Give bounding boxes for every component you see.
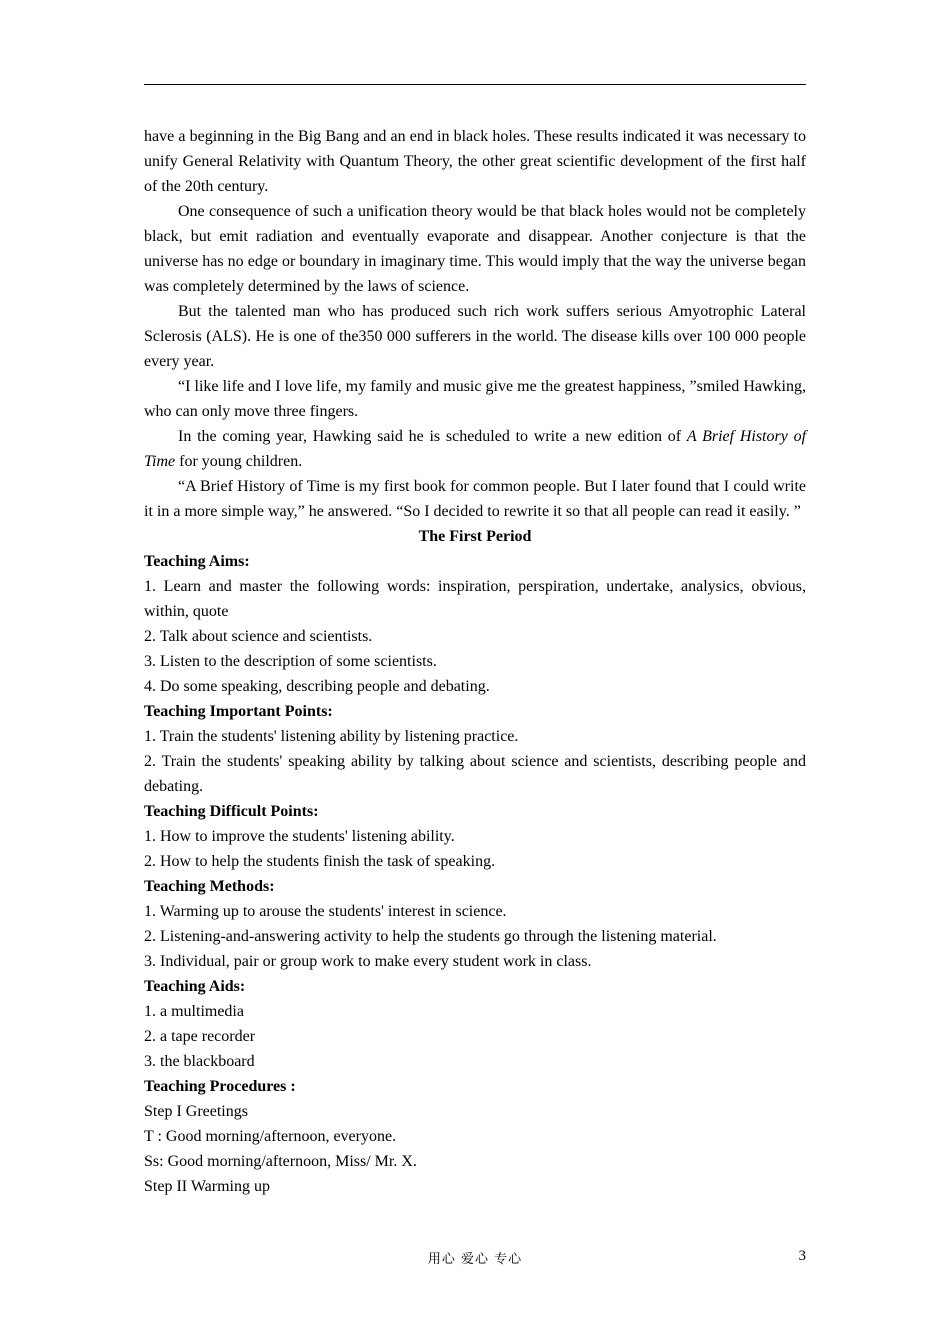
- paragraph-2: One consequence of such a unification theory would be that black holes would not be completely black, but emit radiation and eventually evaporate and disappear. Another conjecture is that the universe has no edge or boundary in imaginary time. This would imply that the way the universe began was completely determined by the laws of science.: [144, 203, 806, 295]
- important-heading: Teaching Important Points:: [144, 703, 333, 720]
- period-title: The First Period: [418, 528, 532, 545]
- paragraph-4: “I like life and I love life, my family and music give me the greatest happiness, ”smiled Hawking, who can only move three fingers.: [144, 378, 806, 420]
- aims-heading: Teaching Aims:: [144, 553, 250, 570]
- methods-heading: Teaching Methods:: [144, 878, 275, 895]
- procedures-item: Ss: Good morning/afternoon, Miss/ Mr. X.: [144, 1153, 417, 1170]
- methods-item: 1. Warming up to arouse the students' interest in science.: [144, 903, 507, 920]
- paragraph-1: have a beginning in the Big Bang and an end in black holes. These results indicated it was necessary to unify General Relativity with Quantum Theory, the other great scientific development of the first half of the 20th century.: [144, 128, 806, 195]
- aids-heading: Teaching Aids:: [144, 978, 246, 995]
- methods-item: 3. Individual, pair or group work to make every student work in class.: [144, 953, 592, 970]
- methods-item: 2. Listening-and-answering activity to help the students go through the listening material.: [144, 928, 717, 945]
- difficult-item: 2. How to help the students finish the task of speaking.: [144, 853, 496, 870]
- important-item: 2. Train the students' speaking ability by talking about science and scientists, describing people and debating.: [144, 753, 806, 795]
- page-number: 3: [798, 1248, 806, 1264]
- footer-motto: 用心 爱心 专心: [427, 1252, 523, 1267]
- book-title: A Brief History of Time: [144, 428, 807, 470]
- paragraph-5-text-end: for young children.: [175, 453, 303, 470]
- paragraph-6: “A Brief History of Time is my first book for common people. But I later found that I could write it in a more simple way,” he answered. “So I decided to rewrite it so that all people can read it easily. ”: [144, 478, 806, 520]
- aims-item: 1. Learn and master the following words: inspiration, perspiration, undertake, analysics, obvious, within, quote: [144, 578, 806, 620]
- paragraph-3: But the talented man who has produced such rich work suffers serious Amyotrophic Lateral Sclerosis (ALS). He is one of the350 000 sufferers in the world. The disease kills over 100 000 people every year.: [144, 303, 806, 370]
- page-footer: [0, 1248, 950, 1268]
- procedures-heading: Teaching Procedures :: [144, 1078, 296, 1095]
- aims-item: 4. Do some speaking, describing people and debating.: [144, 678, 490, 695]
- procedures-item: Step I Greetings: [144, 1103, 248, 1120]
- aids-item: 2. a tape recorder: [144, 1028, 256, 1045]
- difficult-heading: Teaching Difficult Points:: [144, 803, 319, 820]
- aids-item: 1. a multimedia: [144, 1003, 244, 1020]
- header-rule: [144, 84, 806, 85]
- aids-item: 3. the blackboard: [144, 1053, 255, 1070]
- important-item: 1. Train the students' listening ability by listening practice.: [144, 728, 519, 745]
- procedures-item: T : Good morning/afternoon, everyone.: [144, 1128, 397, 1145]
- difficult-item: 1. How to improve the students' listening ability.: [144, 828, 455, 845]
- paragraph-5-text: In the coming year, Hawking said he is scheduled to write a new edition of: [178, 428, 687, 445]
- paragraph-5: [144, 424, 806, 474]
- procedures-item: Step II Warming up: [144, 1178, 270, 1195]
- document-body: [144, 124, 806, 1199]
- aims-item: 3. Listen to the description of some scientists.: [144, 653, 437, 670]
- aims-item: 2. Talk about science and scientists.: [144, 628, 373, 645]
